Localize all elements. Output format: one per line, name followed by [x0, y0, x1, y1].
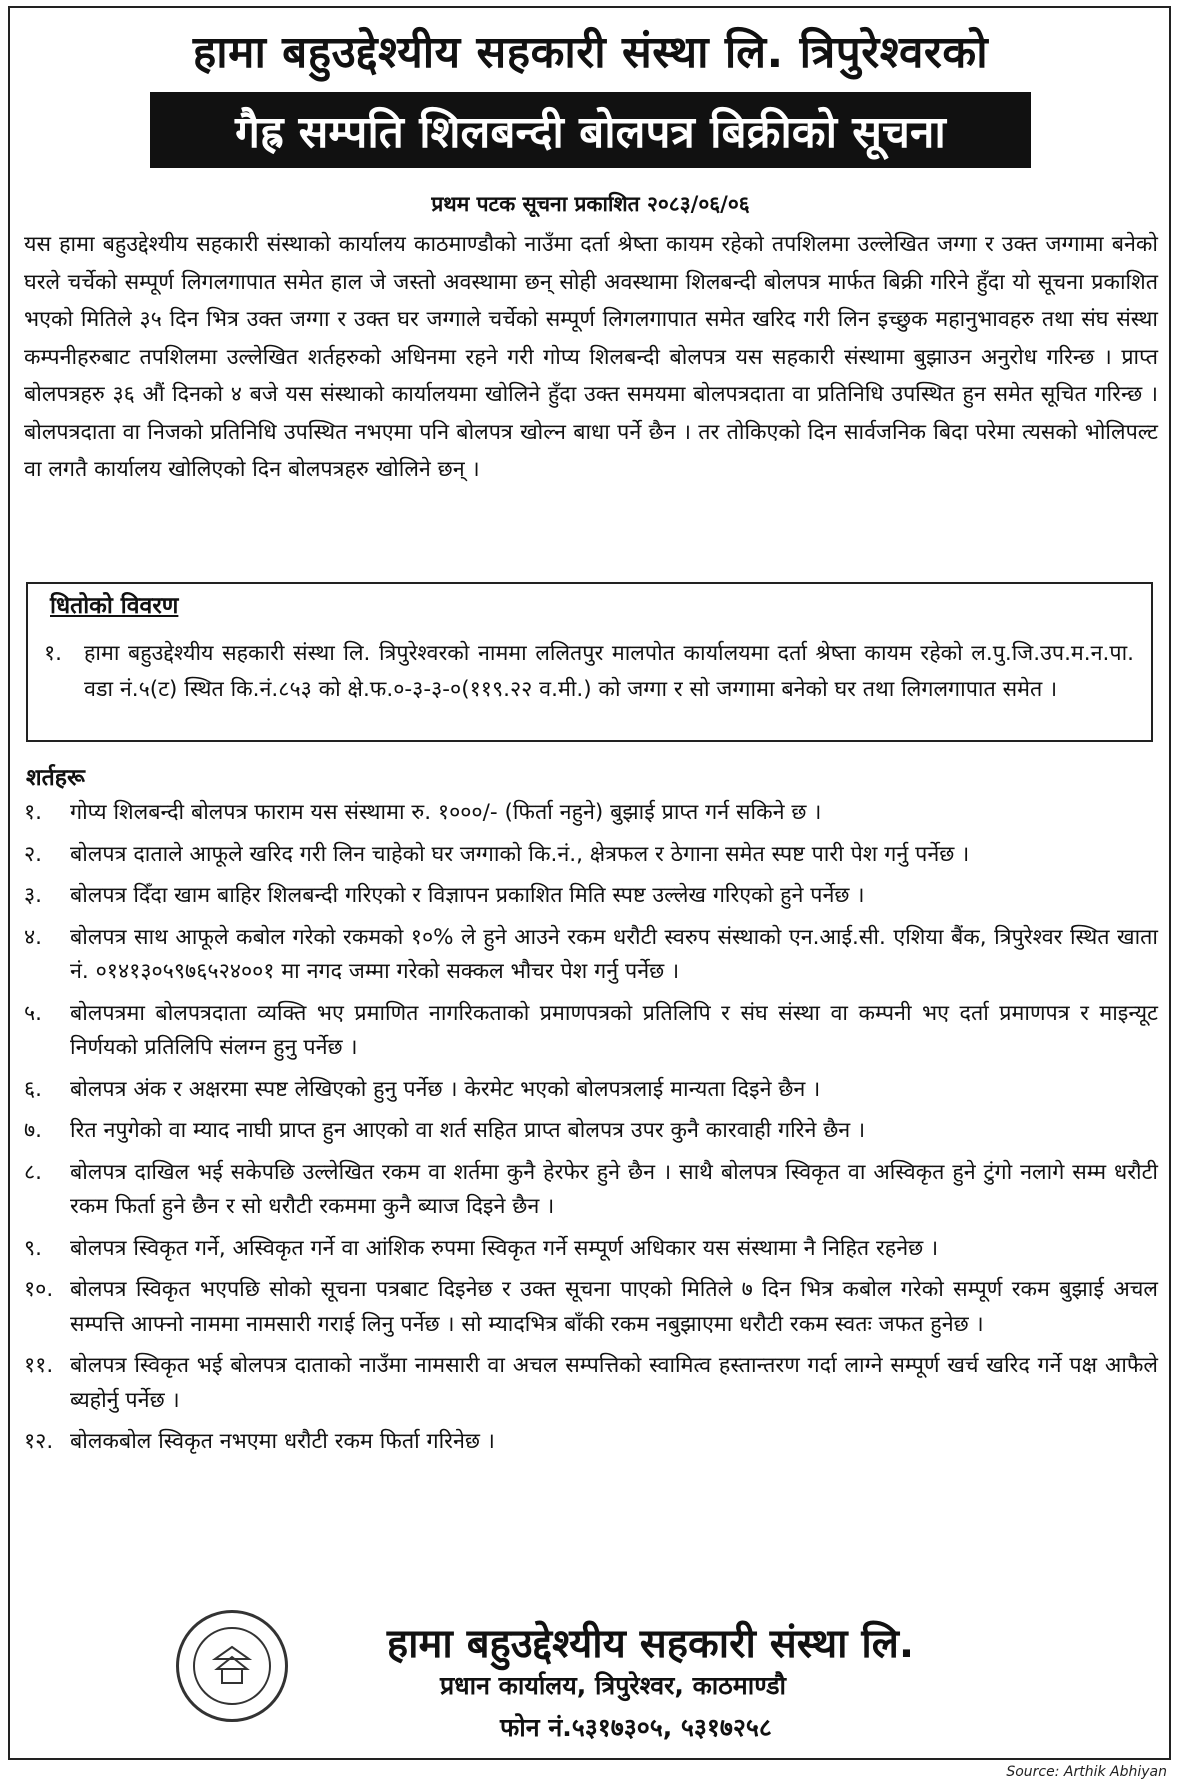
footer-phone: फोन नं.५३१७३०५, ५३१७२५८ — [500, 1713, 772, 1742]
term-text: बोलपत्र स्विकृत गर्ने, अस्विकृत गर्ने वा आंशिक रुपमा स्विकृत गर्ने सम्पूर्ण अधिकार यस संस्थामा नै निहित रहनेछ । — [70, 1235, 939, 1261]
term-text: बोलपत्र दाखिल भई सकेपछि उल्लेखित रकम वा शर्तमा कुनै हेरफेर हुने छैन । साथै बोलपत्र स्विकृत वा अस्विकृत हुने टुंगो नलागे सम्म धरौटी रकम फिर्ता हुने छैन र सो धरौटी रकममा कुनै ब्याज दिइने छैन । — [70, 1159, 1158, 1219]
source-credit: Source: Arthik Abhiyan — [1006, 1764, 1167, 1780]
term-text: बोलपत्र स्विकृत भई बोलपत्र दाताको नाउँमा नामसारी वा अचल सम्पत्तिको स्वामित्व हस्तान्तरण गर्दा लाग्ने सम्पूर्ण खर्च खरिद गर्ने पक्ष आफैले ब्यहोर्नु पर्नेछ । — [70, 1353, 1158, 1413]
term-number: ९. — [24, 1235, 43, 1261]
term-item — [24, 1073, 1158, 1108]
term-number: ६. — [24, 1076, 43, 1102]
term-item — [24, 1349, 1158, 1418]
collateral-item-text: हामा बहुउद्देश्यीय सहकारी संस्था लि. त्रिपुरेश्वरको नाममा ललितपुर मालपोत कार्यालयमा दर्ता श्रेष्ता कायम रहेको ल.पु.जि.उप.म.न.पा. वडा नं.५(ट) स्थित कि.नं.८५३ को क्षे.फ.०-३-३-०(११९.२२ व.मी.) को जग्गा र सो जग्गामा बनेको घर तथा लिगलगापात समेत । — [84, 641, 1134, 702]
terms-title: शर्तहरू — [26, 765, 85, 791]
term-number: ११. — [24, 1353, 54, 1378]
collateral-title: धितोको विवरण — [50, 593, 179, 619]
term-number: १२. — [24, 1429, 54, 1454]
term-item — [24, 1114, 1158, 1149]
footer-org-name: हामा बहुउद्देश्यीय सहकारी संस्था लि. — [386, 1621, 915, 1667]
term-item — [24, 796, 1158, 831]
term-text: बोलपत्र स्विकृत भएपछि सोको सूचना पत्रबाट दिइनेछ र उक्त सूचना पाएको मितिले ७ दिन भित्र कबोल गरेको सम्पूर्ण रकम बुझाई अचल सम्पत्ति आफ्नो नाममा नामसारी गराई लिनु पर्नेछ । सो म्यादभित्र बाँकी रकम नबुझाएमा धरौटी रकम स्वतः जफत हुनेछ । — [70, 1277, 1158, 1337]
collateral-details-box — [26, 582, 1153, 742]
term-text: बोलपत्र दाताले आफूले खरिद गरी लिन चाहेको घर जग्गाको कि.नं., क्षेत्रफल र ठेगाना समेत स्पष्ट पारी पेश गर्नु पर्नेछ । — [70, 841, 970, 867]
intro-paragraph: यस हामा बहुउद्देश्यीय सहकारी संस्थाको कार्यालय काठमाण्डौको नाउँमा दर्ता श्रेष्ता कायम रहेको तपशिलमा उल्लेखित जग्गा र उक्त जग्गामा बनेको घरले चर्चेको सम्पूर्ण लिगलगापात समेत हाल जे जस्तो अवस्थामा छन् सोही अवस्थामा शिलबन्दी बोलपत्र मार्फत बिक्री गरिने हुँदा यो सूचना प्रकाशित भएको मितिले ३५ दिन भित्र उक्त जग्गा र उक्त घर जग्गाले चर्चेको सम्पूर्ण लिगलगापात समेत खरिद गरी लिन इच्छुक महानुभावहरु तथा संघ संस्था कम्पनीहरुबाट तपशिलमा उल्लेखित शर्तहरुको अधिनमा रहने गरी गोप्य शिलबन्दी बोलपत्र यस सहकारी संस्थामा बुझाउन अनुरोध गरिन्छ । प्राप्त बोलपत्रहरु ३६ औं दिनको ४ बजे यस संस्थाको कार्यालयमा खोलिने हुँदा उक्त समयमा बोलपत्रदाता वा प्रतिनिधि उपस्थित हुन समेत सूचित गरिन्छ । बोलपत्रदाता वा निजको प्रतिनिधि उपस्थित नभएमा पनि बोलपत्र खोल्न बाधा पर्ने छैन । तर तोकिएको दिन सार्वजनिक बिदा परेमा त्यसको भोलिपल्ट वा लगतै कार्यालय खोलिएको दिन बोलपत्रहरु खोलिने छन् । — [24, 232, 1158, 482]
terms-list — [24, 796, 1158, 1467]
term-number: १०. — [24, 1277, 54, 1302]
term-item — [24, 1425, 1158, 1460]
footer-address: प्रधान कार्यालय, त्रिपुरेश्वर, काठमाण्डौ — [440, 1671, 786, 1700]
term-item — [24, 921, 1158, 990]
org-title: हामा बहुउद्देश्यीय सहकारी संस्था लि. त्रिपुरेश्वरको — [192, 27, 989, 78]
term-text: बोलपत्र दिँदा खाम बाहिर शिलबन्दी गरिएको र विज्ञापन प्रकाशित मिति स्पष्ट उल्लेख गरिएको हुने पर्नेछ । — [70, 883, 865, 908]
notice-title: गैह्र सम्पति शिलबन्दी बोलपत्र बिक्रीको सूचना — [235, 107, 946, 158]
term-item — [24, 1156, 1158, 1225]
collateral-item — [44, 636, 1134, 708]
term-number: १. — [24, 800, 43, 825]
term-text: रित नपुगेको वा म्याद नाघी प्राप्त हुन आएको वा शर्त सहित प्राप्त बोलपत्र उपर कुनै कारवाही गरिने छैन । — [70, 1118, 866, 1143]
term-text: बोलपत्र अंक र अक्षरमा स्पष्ट लेखिएको हुनु पर्नेछ । केरमेट भएको बोलपत्रलाई मान्यता दिइने छैन । — [70, 1076, 821, 1102]
term-item — [24, 997, 1158, 1066]
notice-title-banner — [150, 92, 1031, 168]
term-number: २. — [24, 841, 43, 867]
term-number: ७. — [24, 1118, 43, 1143]
term-number: ५. — [24, 1000, 43, 1026]
term-text: बोलकबोल स्विकृत नभएमा धरौटी रकम फिर्ता गरिनेछ । — [70, 1429, 495, 1454]
collateral-item-number: १. — [44, 641, 63, 666]
term-number: ४. — [24, 924, 43, 950]
term-text: गोप्य शिलबन्दी बोलपत्र फाराम यस संस्थामा रु. १०००/- (फिर्ता नहुने) बुझाई प्राप्त गर्न सकिने छ । — [70, 800, 822, 825]
publish-date-line: प्रथम पटक सूचना प्रकाशित २०८३/०६/०६ — [431, 192, 750, 216]
term-item — [24, 838, 1158, 873]
term-number: ३. — [24, 883, 43, 908]
term-item — [24, 1273, 1158, 1342]
term-item — [24, 1232, 1158, 1267]
term-item — [24, 879, 1158, 914]
term-text: बोलपत्रमा बोलपत्रदाता व्यक्ति भए प्रमाणित नागरिकताको प्रमाणपत्रको प्रतिलिपि र संघ संस्था वा कम्पनी भए दर्ता प्रमाणपत्र र माइन्यूट निर्णयको प्रतिलिपि संलग्न हुनु पर्नेछ । — [70, 1000, 1158, 1060]
term-text: बोलपत्र साथ आफूले कबोल गरेको रकमको १०% ले हुने आउने रकम धरौटी स्वरुप संस्थाको एन.आई.सी. एशिया बैंक, त्रिपुरेश्वर स्थित खाता नं. ०१४१३०५९७६५२४००१ मा नगद जम्मा गरेको सक्कल भौचर पेश गर्नु पर्नेछ । — [70, 924, 1158, 984]
term-number: ८. — [24, 1159, 43, 1185]
